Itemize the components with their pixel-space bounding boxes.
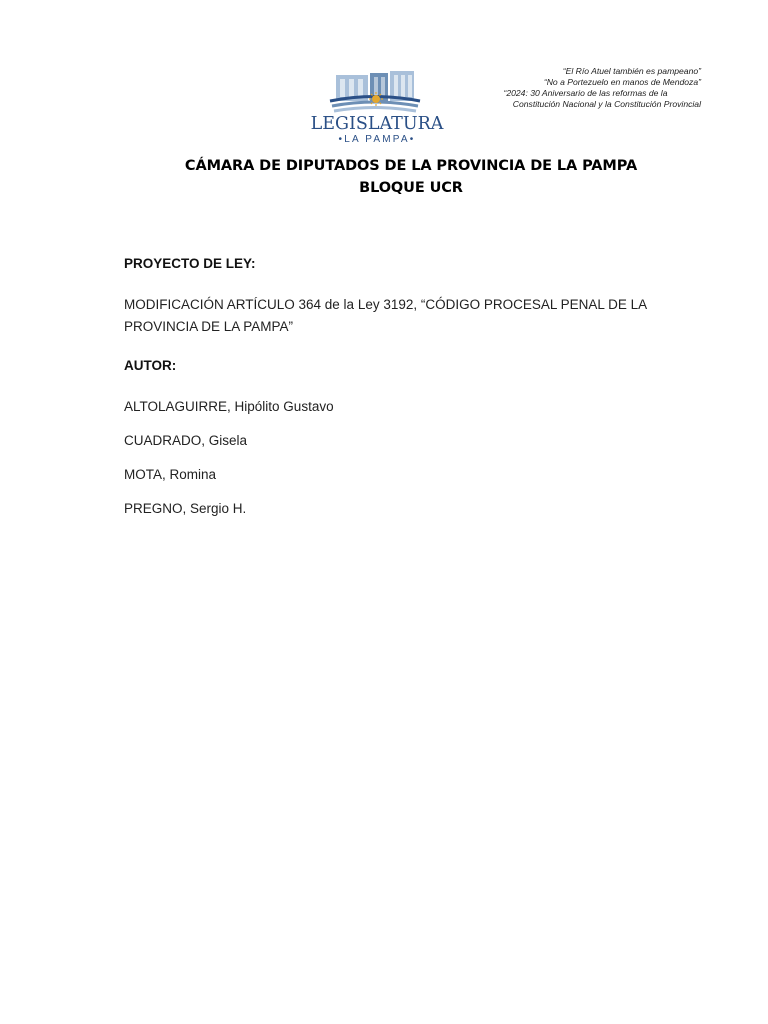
author-name: CUADRADO, Gisela [124,433,248,448]
project-label: PROYECTO DE LEY: [124,256,256,271]
author-label: AUTOR: [124,358,177,373]
logo-sun-icon [372,95,380,103]
legislatura-logo [300,70,455,146]
logo-subtitle: •LA PAMPA• [338,134,416,145]
logo-wave-3 [334,108,416,112]
bloc-title: BLOQUE UCR [359,180,463,196]
author-name: PREGNO, Sergio H. [124,501,247,516]
motto-line: Constitución Nacional y la Constitución Provincial [512,99,701,109]
motto-line: “El Río Atuel también es pampeano” [562,66,701,76]
motto-line: “No a Portezuelo en manos de Mendoza” [543,77,701,87]
motto-line: “2024: 30 Aniversario de las reformas de la [503,88,668,98]
chamber-title: CÁMARA DE DIPUTADOS DE LA PROVINCIA DE LA PAMPA [184,158,638,174]
author-name: MOTA, Romina [124,467,217,482]
logo-wordmark: LEGISLATURA [310,114,444,134]
mottos-block [470,66,701,110]
project-title: MODIFICACIÓN ARTÍCULO 364 de la Ley 3192, “CÓDIGO PROCESAL PENAL DE LA PROVINCIA DE LA PAMPA” [124,297,647,334]
author-name: ALTOLAGUIRRE, Hipólito Gustavo [124,399,334,414]
